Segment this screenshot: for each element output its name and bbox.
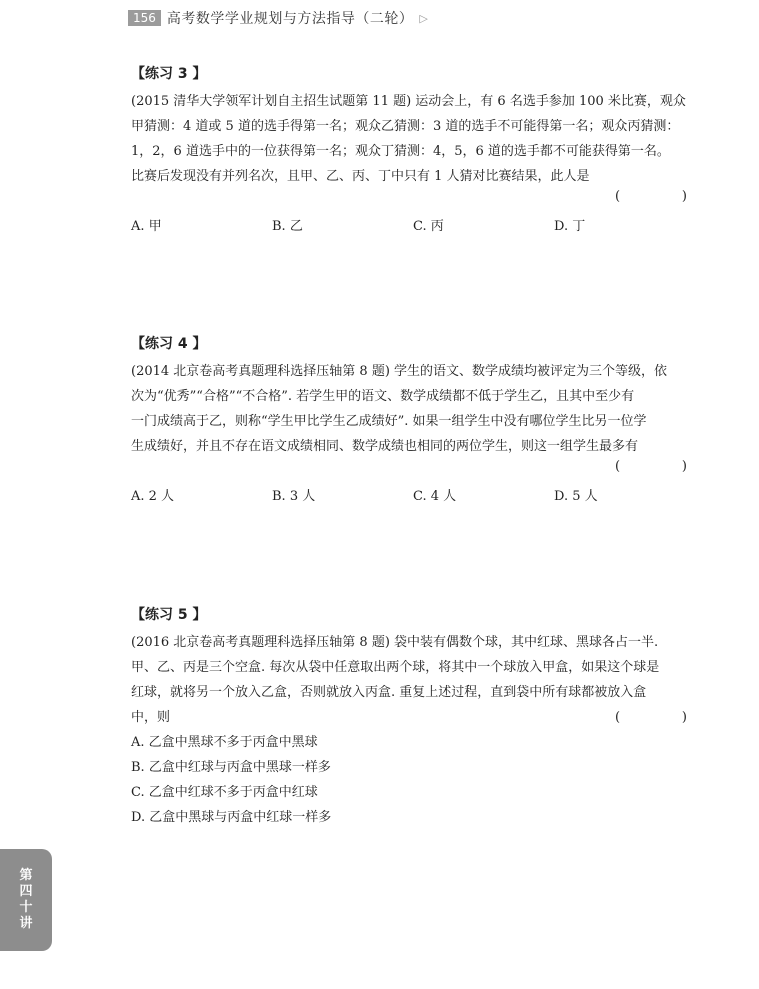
option-d: D. 丁 xyxy=(554,219,586,234)
answer-parentheses: ( ) xyxy=(615,189,687,204)
text-line: 1，2，6 道选手中的一位获得第一名；观众丁猜测：4，5，6 道的选手都不可能获得第一名。 xyxy=(131,144,670,159)
text-line: 红球，就将另一个放入乙盒，否则就放入丙盒. 重复上述过程，直到袋中所有球都被放入盒 xyxy=(131,685,647,700)
exercise-title: 【练习 4 】 xyxy=(131,336,207,352)
text-line: 比赛后发现没有并列名次，且甲、乙、丙、丁中只有 1 人猜对比赛结果，此人是 xyxy=(131,169,590,184)
options xyxy=(131,730,711,830)
exercise-3 xyxy=(131,63,711,234)
options xyxy=(131,485,711,504)
option-c: C. 乙盒中红球不多于丙盒中红球 xyxy=(131,785,318,800)
option-b: B. 3 人 xyxy=(272,489,316,504)
exercise-title: 【练习 5 】 xyxy=(131,607,207,623)
option-a: A. 乙盒中黑球不多于丙盒中黑球 xyxy=(131,735,318,750)
text-line-with-paren: 中，则 ( ) xyxy=(131,705,711,730)
option-a: A. 甲 xyxy=(131,219,162,234)
tab-char: 讲 xyxy=(19,916,33,931)
exercise-title: 【练习 3 】 xyxy=(131,66,207,82)
text-line: 生成绩好，并且不存在语文成绩相同、数学成绩也相同的两位学生，则这一组学生最多有 xyxy=(131,439,639,454)
exercise-4 xyxy=(131,333,711,504)
tab-char: 十 xyxy=(19,900,33,915)
option-c: C. 丙 xyxy=(413,219,444,234)
text-line: (2015 清华大学领军计划自主招生试题第 11 题) 运动会上，有 6 名选手参加 100 米比赛，观众 xyxy=(131,94,686,109)
chapter-side-tab xyxy=(0,849,52,951)
option-a: A. 2 人 xyxy=(131,489,175,504)
page-header xyxy=(128,7,428,29)
text-line: 一门成绩高于乙，则称“学生甲比学生乙成绩好”. 如果一组学生中没有哪位学生比另一位学 xyxy=(131,414,647,429)
option-b: B. 乙 xyxy=(272,219,303,234)
text-line: 甲猜测：4 道或 5 道的选手得第一名；观众乙猜测：3 道的选手不可能得第一名；观众丙猜测： xyxy=(131,119,680,134)
option-b: B. 乙盒中红球与丙盒中黑球一样多 xyxy=(131,760,331,775)
answer-parentheses: ( ) xyxy=(615,710,687,725)
exercise-text xyxy=(131,359,711,459)
tab-char: 四 xyxy=(19,884,33,899)
option-c: C. 4 人 xyxy=(413,489,457,504)
play-triangle-icon: ▷ xyxy=(419,11,428,25)
book-title: 高考数学学业规划与方法指导（二轮） xyxy=(166,11,414,27)
option-d: D. 5 人 xyxy=(554,489,598,504)
text-line: (2014 北京卷高考真题理科选择压轴第 8 题) 学生的语文、数学成绩均被评定为三个等级，依 xyxy=(131,364,668,379)
options xyxy=(131,215,711,234)
exercise-text xyxy=(131,89,711,189)
answer-parentheses: ( ) xyxy=(615,459,687,474)
text-line: (2016 北京卷高考真题理科选择压轴第 8 题) 袋中装有偶数个球，其中红球、黑球各占一半. xyxy=(131,635,659,650)
tab-char: 第 xyxy=(19,868,33,883)
text-line: 甲、乙、丙是三个空盒. 每次从袋中任意取出两个球，将其中一个球放入甲盒，如果这个球是 xyxy=(131,660,660,675)
option-d: D. 乙盒中黑球与丙盒中红球一样多 xyxy=(131,810,332,825)
page-number: 156 xyxy=(128,10,161,26)
exercise-text xyxy=(131,630,711,730)
text-line: 次为“优秀”“合格”“不合格”. 若学生甲的语文、数学成绩都不低于学生乙，且其中至少有 xyxy=(131,389,635,404)
exercise-5 xyxy=(131,604,711,830)
